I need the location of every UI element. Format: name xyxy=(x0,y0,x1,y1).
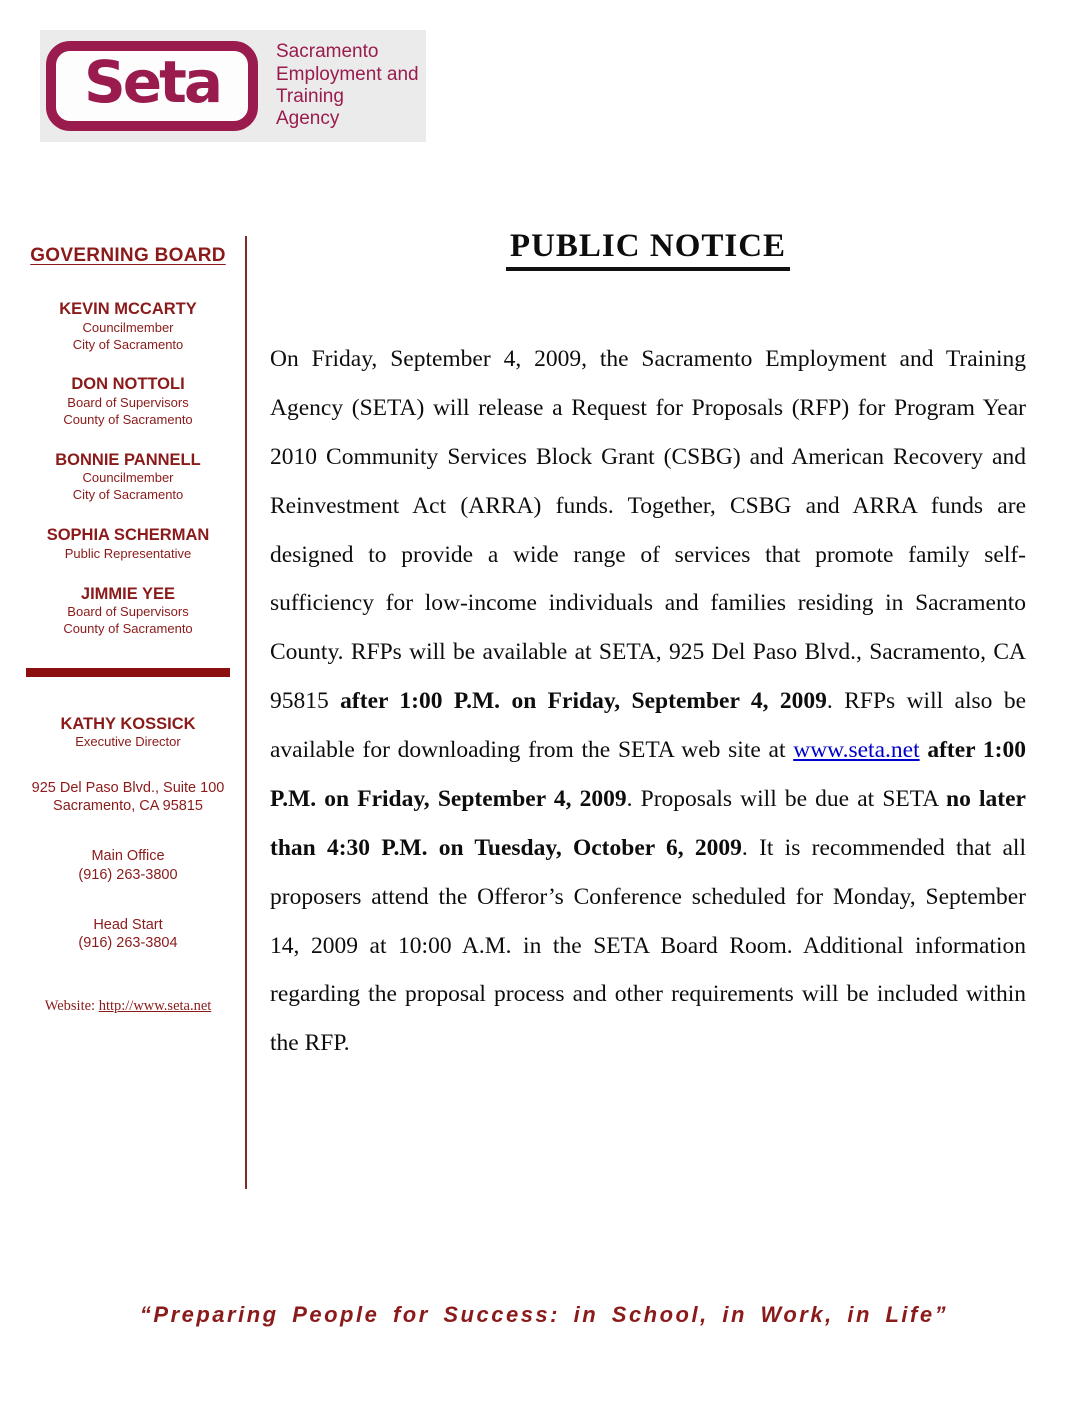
board-member xyxy=(26,374,230,428)
board-member-role: Board of Supervisors xyxy=(67,604,189,620)
board-member-name: JIMMIE YEE xyxy=(80,584,176,603)
board-member-role: Board of Supervisors xyxy=(67,395,189,411)
board-member-jurisdiction: City of Sacramento xyxy=(72,487,184,503)
executive-director-name: KATHY KOSSICK xyxy=(60,715,196,734)
seta-wordmark: Seta xyxy=(84,48,220,116)
board-member-jurisdiction: City of Sacramento xyxy=(72,336,184,352)
board-member xyxy=(26,299,230,353)
board-member-name: KEVIN MCCARTY xyxy=(59,300,197,318)
seta-logo-box-icon xyxy=(46,41,258,131)
body-segment-bold: after 1:00 P.M. on Friday, September 4, 2009 xyxy=(340,688,827,715)
agency-address xyxy=(26,779,230,815)
sidebar-divider-bar xyxy=(26,668,230,677)
agency-name-line: Sacramento xyxy=(276,41,379,63)
agency-name-line: Employment and xyxy=(276,63,419,85)
address-line: Sacramento, CA 95815 xyxy=(53,798,203,815)
governing-board-sidebar xyxy=(26,245,230,1015)
contact-label: Head Start xyxy=(93,916,163,933)
head-start-contact xyxy=(26,916,230,952)
board-member-role: Public Representative xyxy=(64,545,192,561)
column-divider-line xyxy=(245,236,247,1189)
board-member xyxy=(26,525,230,563)
body-segment: . It is recommended that all proposers attend the Offeror’s Conference scheduled for Monday, September 14, 2009 at 10:00 A.M. in the SETA Board Room. Additional information regarding the proposal process and other requirements will be included within the RFP. xyxy=(270,834,1026,1057)
board-member-name: BONNIE PANNELL xyxy=(55,450,201,469)
body-segment: . Proposals will be due at SETA xyxy=(626,785,947,812)
seta-website-link[interactable]: www.seta.net xyxy=(793,737,920,763)
contact-phone: (916) 263-3804 xyxy=(78,934,178,951)
main-office-contact xyxy=(26,847,230,883)
board-member-name: SOPHIA SCHERMAN xyxy=(46,526,210,545)
board-member-role: Councilmember xyxy=(82,319,174,335)
agency-name-line: Agency xyxy=(276,108,340,130)
body-segment-bold: no later than 4:30 P.M. on Tuesday, October 6, 2009 xyxy=(270,785,1026,861)
agency-name xyxy=(276,41,419,131)
contact-phone: (916) 263-3800 xyxy=(78,866,178,883)
board-member xyxy=(26,584,230,638)
executive-director xyxy=(26,715,230,749)
board-member-jurisdiction: County of Sacramento xyxy=(63,411,193,427)
notice-body-paragraph xyxy=(270,335,1026,1068)
executive-director-role: Executive Director xyxy=(75,734,181,750)
body-segment: On Friday, September 4, 2009, the Sacramento Employment and Training Agency (SETA) will release a Request for Proposals (RFP) for Program Year 2010 Community Services Block Grant (CSBG) and American Recovery and Reinvestment Act (ARRA) funds. Together, CSBG and ARRA funds are designed to provide a wide range of services that promote family self-sufficiency for low-income individuals and families residing in Sacramento County. RFPs will be available at SETA, 925 Del Paso Blvd., Sacramento, CA 95815 xyxy=(270,346,1026,715)
notice-title-text: PUBLIC NOTICE xyxy=(506,228,790,271)
contact-label: Main Office xyxy=(91,848,165,865)
notice-title xyxy=(270,228,1026,265)
footer-tagline: “Preparing People for Success: in School, in Work, in Life” xyxy=(139,1302,949,1327)
website-label: Website: xyxy=(44,997,96,1014)
notice-content xyxy=(270,228,1026,1092)
board-member xyxy=(26,450,230,504)
board-member-role: Councilmember xyxy=(82,470,174,486)
governing-board-heading: GOVERNING BOARD xyxy=(30,245,226,266)
website-link[interactable]: http://www.seta.net xyxy=(98,997,212,1014)
body-segment-bold: after 1:00 P.M. on Friday, September 4, 2009 xyxy=(270,737,1026,812)
agency-name-line: Training xyxy=(276,86,344,107)
body-segment: . RFPs will also be available for downloading from the SETA web site at xyxy=(270,688,1026,763)
website-line xyxy=(26,998,230,1015)
board-member-jurisdiction: County of Sacramento xyxy=(63,621,193,637)
address-line: 925 Del Paso Blvd., Suite 100 xyxy=(31,780,225,797)
board-member-name: DON NOTTOLI xyxy=(71,375,185,394)
seta-logo xyxy=(40,30,426,142)
